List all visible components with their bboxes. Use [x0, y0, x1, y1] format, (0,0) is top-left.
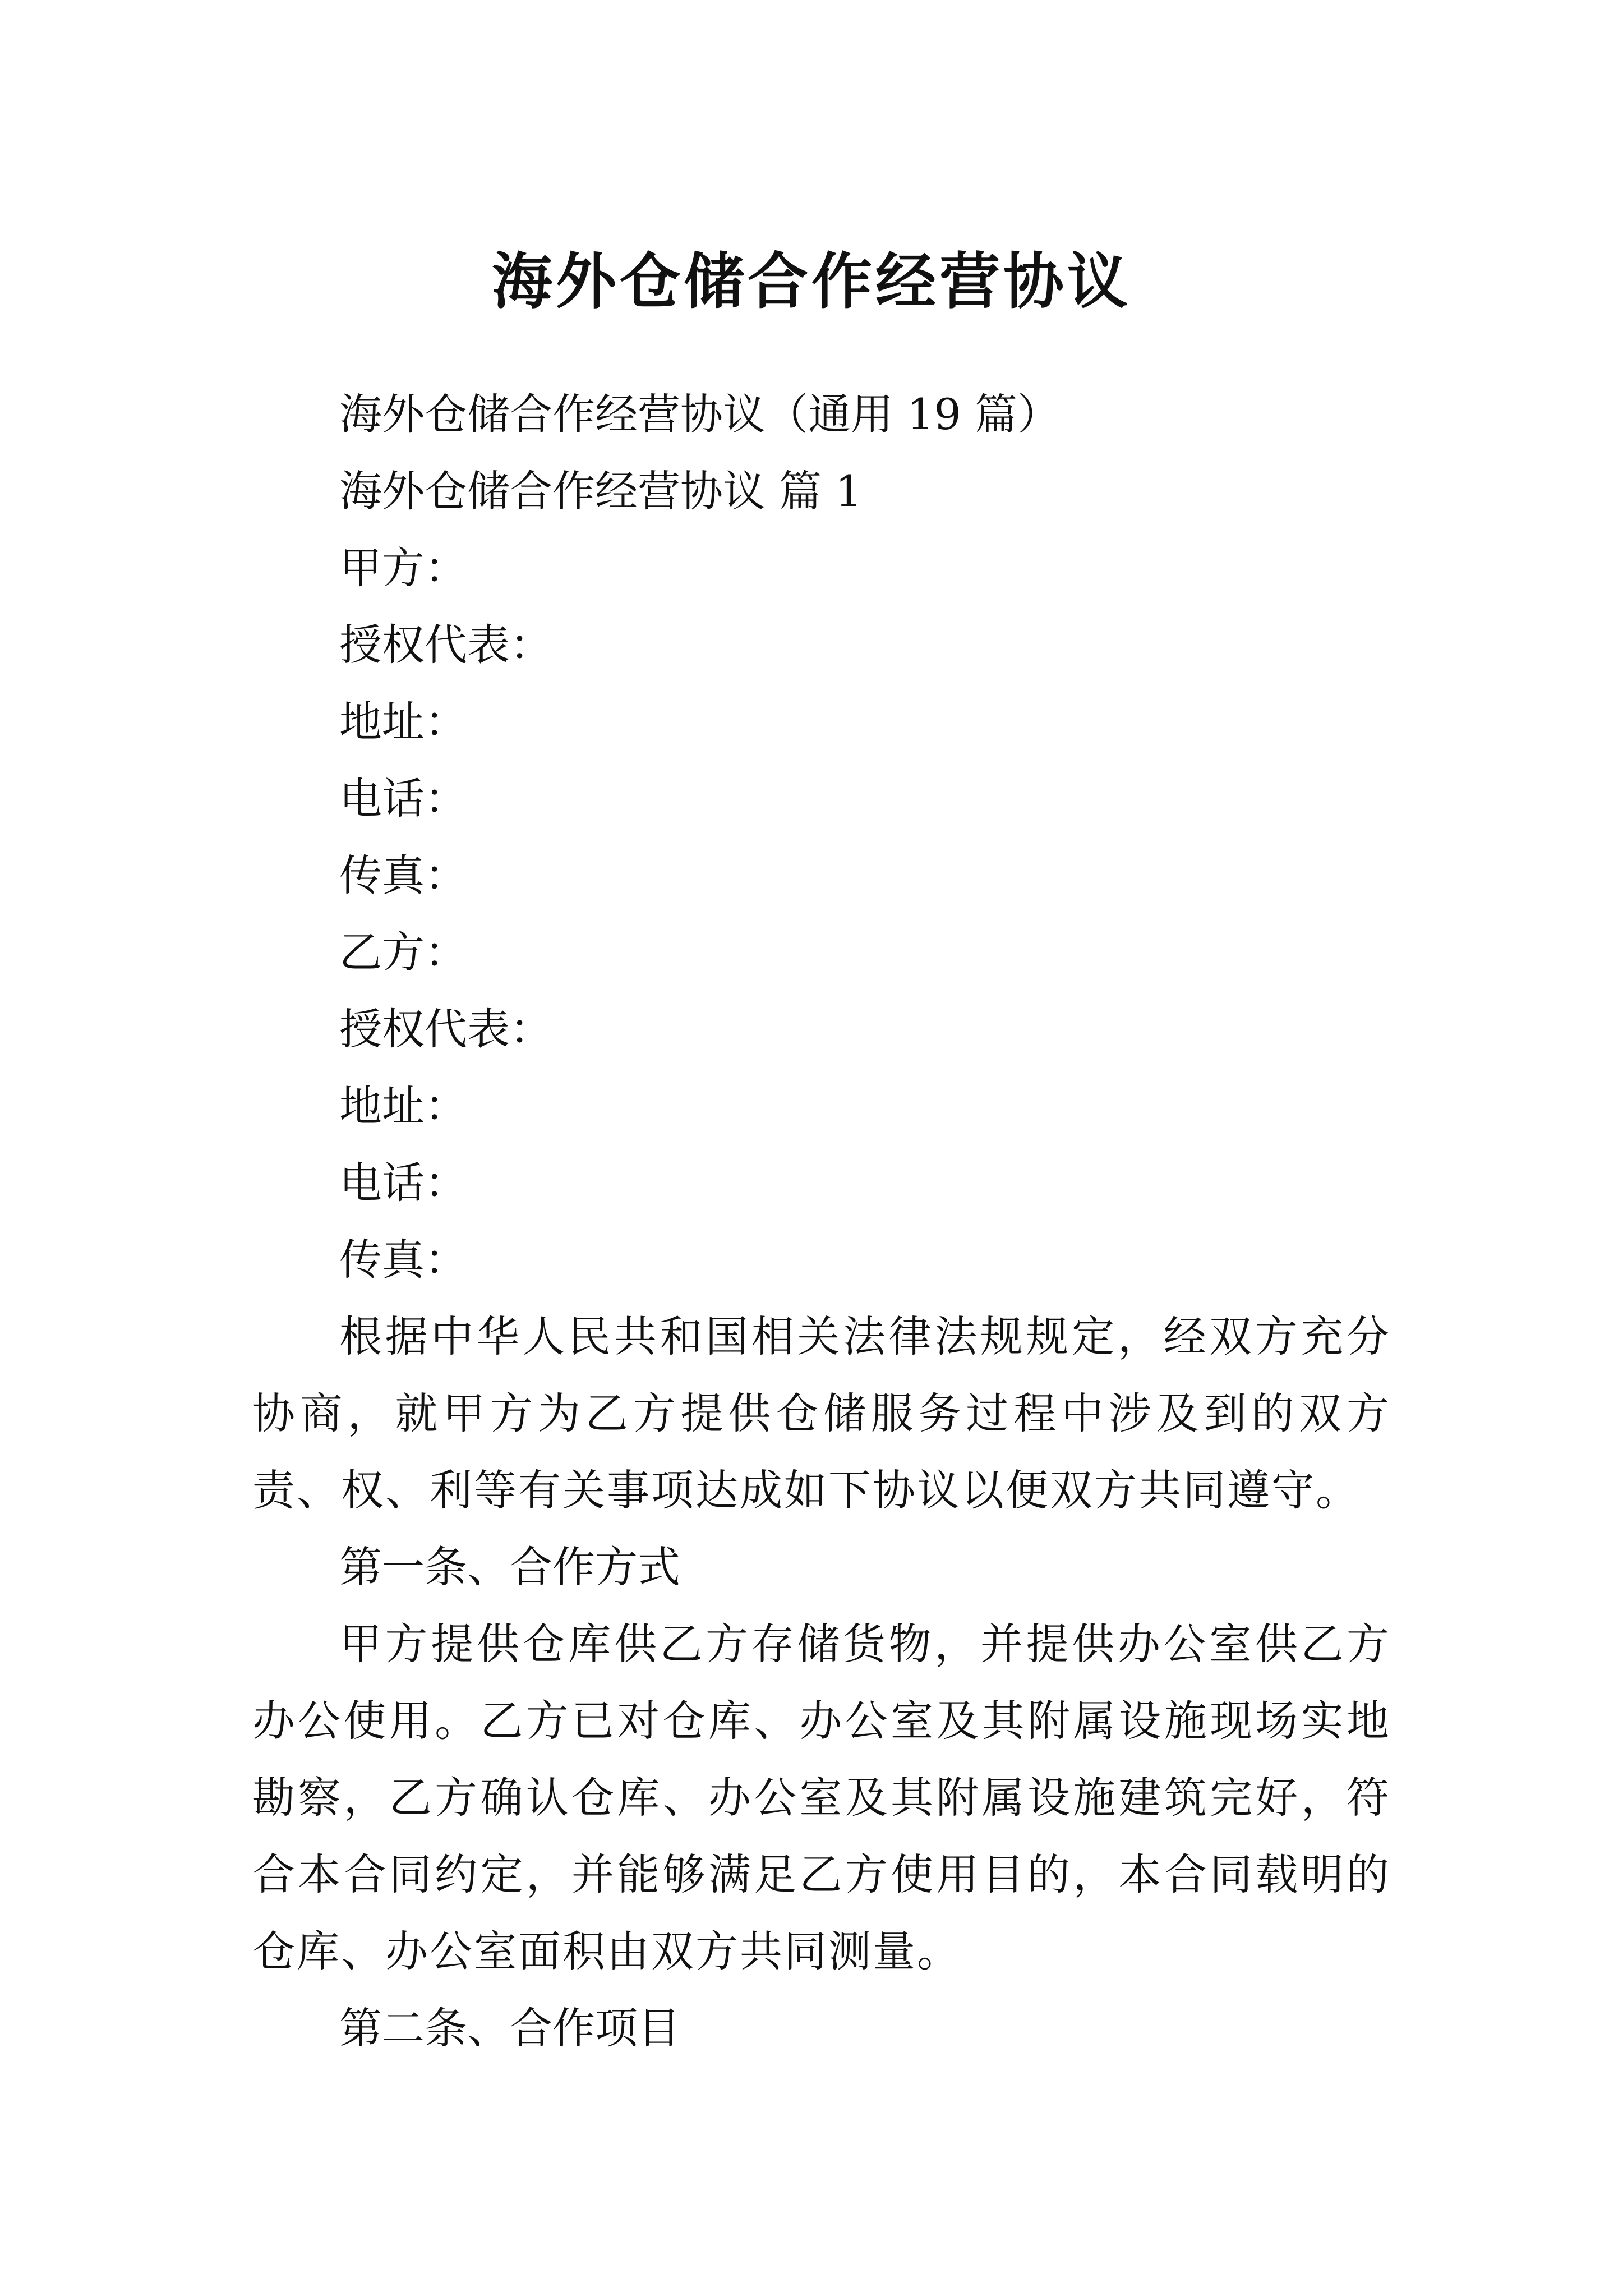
party-a-address-label: 地址： — [339, 697, 467, 747]
article-2-heading: 第二条、合作项目 — [339, 2003, 680, 2053]
party-b-representative-label: 授权代表： — [339, 1004, 552, 1054]
article-1-heading: 第一条、合作方式 — [339, 1542, 680, 1592]
article-1-paragraph: 甲方提供仓库供乙方存储货物，并提供办公室供乙方办公使用。乙方已对仓库、办公室及其附属设施现场实地勘察，乙方确认仓库、办公室及其附属设施建筑完好，符合本合同约定，并能够满足乙方使用目的，本合同载明的仓库、办公室面积由双方共同测量。 — [252, 1619, 1391, 1976]
document-subtitle: 海外仓储合作经营协议（通用 19 篇） — [339, 389, 1061, 439]
party-b-address-label: 地址： — [339, 1081, 467, 1131]
party-a-phone-label: 电话： — [339, 774, 467, 823]
party-a-fax-label: 传真： — [339, 850, 467, 900]
preamble-paragraph: 根据中华人民共和国相关法律法规规定，经双方充分协商，就甲方为乙方提供仓储服务过程中涉及到的双方责、权、利等有关事项达成如下协议以便双方共同遵守。 — [252, 1312, 1391, 1515]
party-b-label: 乙方： — [339, 927, 467, 977]
party-b-phone-label: 电话： — [339, 1158, 467, 1208]
part-heading: 海外仓储合作经营协议 篇 1 — [339, 466, 863, 516]
document-title: 海外仓储合作经营协议 — [491, 246, 1131, 318]
party-a-label: 甲方： — [339, 543, 467, 593]
document-body — [252, 376, 1391, 2067]
party-a-representative-label: 授权代表： — [339, 620, 552, 670]
party-b-fax-label: 传真： — [339, 1235, 467, 1285]
